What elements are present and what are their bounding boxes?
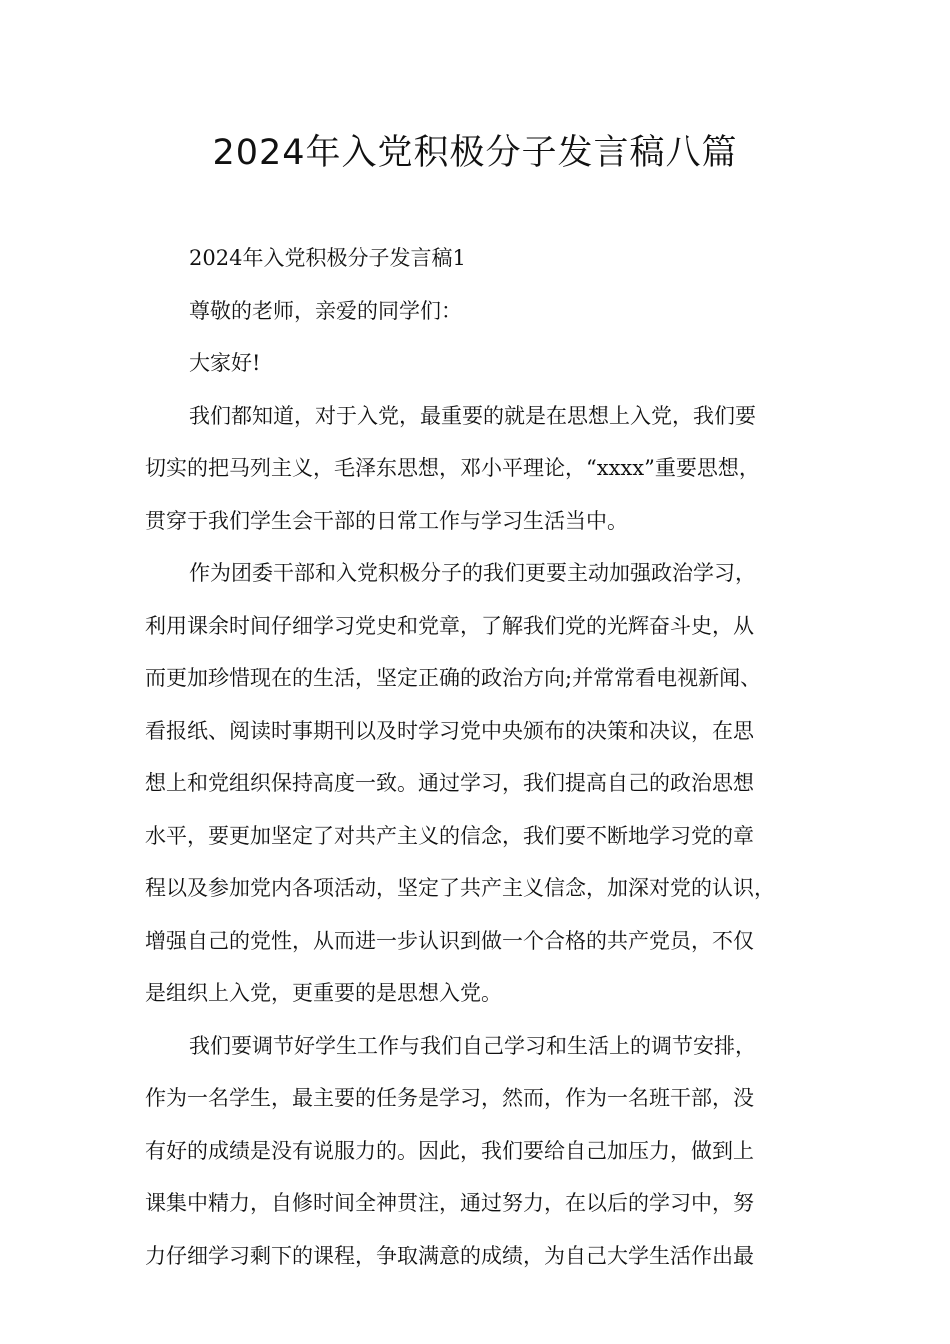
paragraph-line: 切实的把马列主义，毛泽东思想，邓小平理论，“xxxx”重要思想， (145, 456, 760, 480)
document-title: 2024年入党积极分子发言稿八篇 (212, 133, 738, 173)
section-heading: 2024年入党积极分子发言稿1 (189, 246, 466, 270)
paragraph-line: 贯穿于我们学生会干部的日常工作与学习生活当中。 (145, 508, 628, 533)
greeting-line: 大家好! (189, 351, 261, 375)
paragraph-line: 我们都知道，对于入党，最重要的就是在思想上入党，我们要 (189, 403, 756, 428)
paragraph-line: 增强自己的党性，从而进一步认识到做一个合格的共产党员，不仅 (145, 928, 754, 953)
paragraph-line: 水平，要更加坚定了对共产主义的信念，我们要不断地学习党的章 (145, 823, 754, 848)
paragraph-line: 想上和党组织保持高度一致。通过学习，我们提高自己的政治思想 (145, 771, 754, 795)
document-body (145, 232, 825, 1282)
paragraph-line: 而更加珍惜现在的生活，坚定正确的政治方向;并常常看电视新闻、 (145, 666, 762, 690)
paragraph-line: 看报纸、阅读时事期刊以及时学习党中央颁布的决策和决议，在思 (145, 718, 754, 743)
paragraph-line: 程以及参加党内各项活动，坚定了共产主义信念，加深对党的认识， (145, 876, 775, 900)
paragraph-line: 力仔细学习剩下的课程，争取满意的成绩，为自己大学生活作出最 (145, 1243, 754, 1268)
paragraph-line: 有好的成绩是没有说服力的。因此，我们要给自己加压力，做到上 (145, 1138, 754, 1163)
paragraph-line: 作为团委干部和入党积极分子的我们更要主动加强政治学习， (189, 561, 756, 585)
paragraph-line: 我们要调节好学生工作与我们自己学习和生活上的调节安排， (189, 1033, 756, 1058)
paragraph-line: 作为一名学生，最主要的任务是学习，然而，作为一名班干部，没 (145, 1086, 754, 1110)
paragraph-line: 课集中精力，自修时间全神贯注，通过努力，在以后的学习中，努 (145, 1191, 754, 1215)
paragraph-line: 是组织上入党，更重要的是思想入党。 (145, 981, 502, 1005)
paragraph-line: 利用课余时间仔细学习党史和党章，了解我们党的光辉奋斗史，从 (145, 613, 754, 638)
salutation-line: 尊敬的老师，亲爱的同学们： (189, 298, 462, 323)
